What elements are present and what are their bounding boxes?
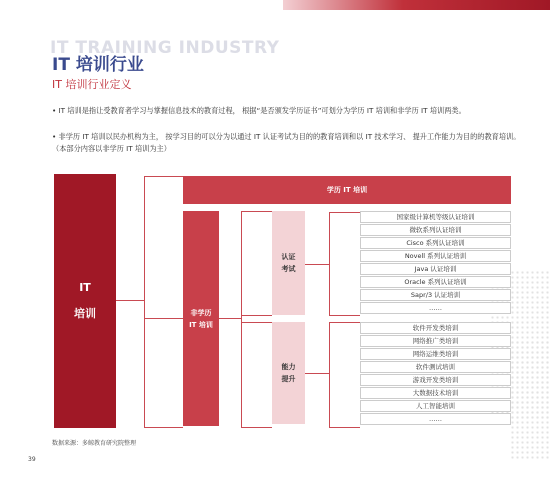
cert-item: 微软系列认证培训 xyxy=(360,224,511,236)
it-label-line: IT xyxy=(79,281,91,294)
certification-exam-box xyxy=(272,211,305,315)
top-accent-bar xyxy=(283,0,550,10)
connector-line xyxy=(241,427,272,428)
academic-training-box: 学历 IT 培训 xyxy=(183,176,511,204)
it-training-box xyxy=(54,174,116,428)
ability-improvement-box xyxy=(272,322,305,424)
data-source-note: 数据来源：多鲸教育研究院整理 xyxy=(52,440,137,447)
connector-line xyxy=(116,300,144,301)
non-academic-label-line: 非学历 xyxy=(190,308,212,317)
ability-item: 游戏开发类培训 xyxy=(360,374,511,386)
cert-label-line: 认证 xyxy=(281,253,296,261)
cert-item: …… xyxy=(360,302,511,314)
connector-line xyxy=(329,322,330,427)
cert-label-line: 考试 xyxy=(281,265,296,273)
ability-label-line: 能力 xyxy=(281,363,296,371)
connector-line xyxy=(329,212,330,315)
it-label-line: 培训 xyxy=(74,307,96,320)
background-title: IT TRAINING INDUSTRY xyxy=(50,38,280,58)
paragraph: • IT 培训是指让受教育者学习与掌握信息技术的教育过程， 根据“是否颁发学历证书”可划分为学历 IT 培训和非学历 IT 培训两类。 xyxy=(52,106,466,115)
cert-item: 国家级计算机等级认证培训 xyxy=(360,211,511,223)
ability-item: 软件测试培训 xyxy=(360,361,511,373)
cert-item: Oracle 系列认证培训 xyxy=(360,276,511,288)
connector-line xyxy=(144,176,145,428)
connector-line xyxy=(144,427,183,428)
connector-line xyxy=(241,211,272,212)
connector-line xyxy=(241,322,272,323)
connector-line xyxy=(329,212,360,213)
ability-item: 人工智能培训 xyxy=(360,400,511,412)
paragraph: • 非学历 IT 培训以民办机构为主， 按学习目的可以分为以通过 IT 认证考试为目的的教育培训和以 IT 技术学习、 提升工作能力为目的的教育培训。（本部分内容以非学历 IT 培训为主） xyxy=(52,132,521,153)
cert-item: Cisco 系列认证培训 xyxy=(360,237,511,249)
decorative-dot-pattern xyxy=(510,340,550,460)
ability-label-line: 提升 xyxy=(281,375,296,383)
ability-item: 网络运维类培训 xyxy=(360,348,511,360)
connector-line xyxy=(219,318,241,319)
cert-item: Novell 系列认证培训 xyxy=(360,250,511,262)
section-subtitle: IT 培训行业定义 xyxy=(52,78,132,91)
connector-line xyxy=(241,211,242,428)
cert-item: Sapr/3 认证培训 xyxy=(360,289,511,301)
connector-line xyxy=(329,322,360,323)
non-academic-label-line: IT 培训 xyxy=(189,320,213,329)
connector-line xyxy=(305,264,329,265)
connector-line xyxy=(329,315,360,316)
connector-line xyxy=(329,427,360,428)
connector-line xyxy=(144,176,183,177)
connector-line xyxy=(241,315,272,316)
ability-item: 大数据技术培训 xyxy=(360,387,511,399)
ability-item: 软件开发类培训 xyxy=(360,322,511,334)
ability-item: 网络推广类培训 xyxy=(360,335,511,347)
ability-item: …… xyxy=(360,413,511,425)
cert-item: Java 认证培训 xyxy=(360,263,511,275)
connector-line xyxy=(144,318,183,319)
page-number: 39 xyxy=(28,456,36,463)
page-title: IT 培训行业 xyxy=(52,55,144,75)
connector-line xyxy=(305,373,329,374)
non-academic-training-box xyxy=(183,211,219,426)
